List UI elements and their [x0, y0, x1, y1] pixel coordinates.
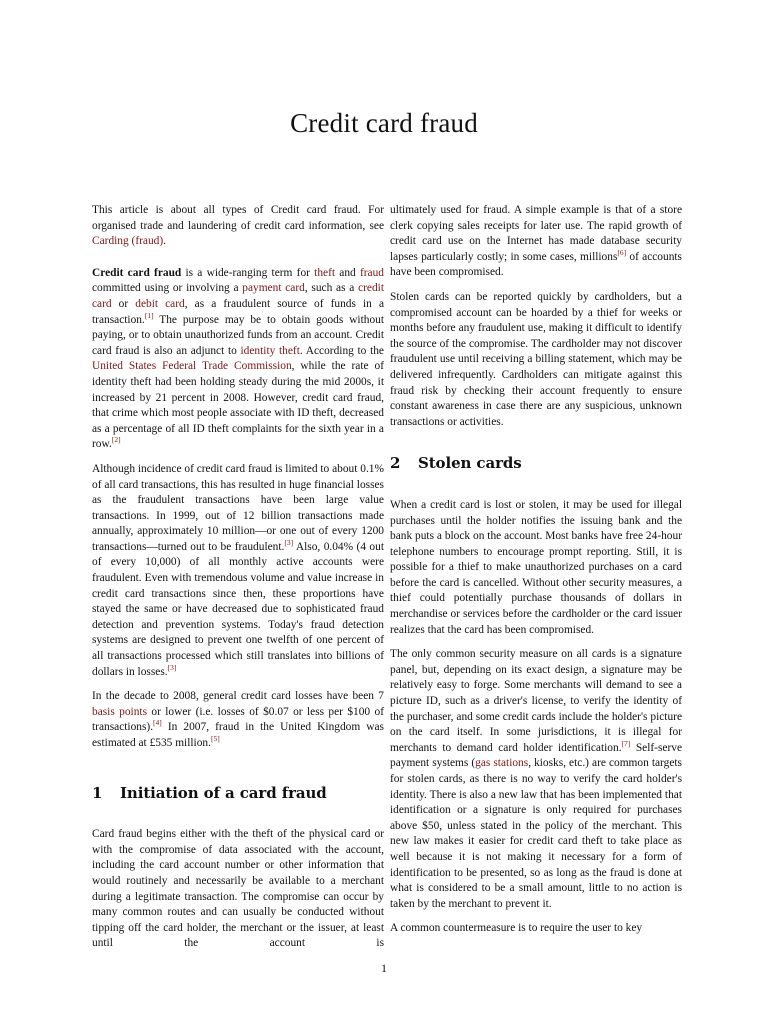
text: A common countermeasure is to require the user to key [390, 922, 643, 935]
text: Stolen cards can be reported quickly by cardholders, but a compromised account can be hoarded by a thief for weeks or months before any fraudulent use, making it difficult to identify the source of the compromise. The cardholder may not discover fraudulent use until receiving a billing statement, which may be delivered infrequently. Cardholders can mitigate against this fraud risk by checking their account frequently to ensure constant awareness in case there are any suspicious, unknown transactions or activities. [390, 290, 682, 428]
ref-3[interactable]: [3] [284, 538, 294, 548]
text: . According to the [299, 344, 384, 357]
link-payment-card[interactable]: payment card [242, 282, 305, 295]
text: or [111, 297, 136, 310]
hatnote-end: . [163, 235, 167, 248]
left-column [92, 203, 384, 952]
hatnote [92, 203, 384, 250]
link-identity-theft[interactable]: identity theft [240, 344, 300, 357]
link-basis-points[interactable]: basis points [92, 705, 148, 718]
link-fraud[interactable]: fraud [359, 266, 384, 279]
text: In the decade to 2008, general credit card losses have been 7 [92, 690, 384, 703]
section-2-paragraph-2 [390, 647, 682, 912]
text: is a wide-ranging term for [181, 266, 315, 279]
section-2-paragraph-1 [390, 498, 682, 638]
link-carding[interactable]: Carding (fraud) [92, 235, 164, 248]
text: , while the rate of identity theft had been holding steady during the mid 2000s, it increased by 21 percent in 2008. However, credit card fraud, that crime which most people associate with ID theft, decreased as a percentage of all ID theft complaints for the sixth year in a row. [92, 360, 384, 451]
section-number: 2 [390, 454, 401, 473]
ref-4[interactable]: [4] [153, 718, 162, 728]
ref-2[interactable]: [2] [111, 435, 121, 445]
text: of accounts have been compromised. [390, 250, 682, 279]
hatnote-text: This article is about all types of Credit card fraud. For organised trade and laundering of credit card information, see [92, 204, 384, 232]
ref-5[interactable]: [5] [210, 734, 220, 744]
text: , such as a [304, 282, 359, 295]
text: , as a fraudulent source of funds in a transaction. [92, 297, 385, 326]
section-title: Stolen cards [418, 454, 522, 473]
ref-7[interactable]: [7] [621, 739, 631, 749]
text: or lower (i.e. losses of $0.07 or less per $100 of transactions). [92, 705, 384, 734]
intro-paragraph-3 [92, 689, 384, 751]
ref-3b[interactable]: [3] [167, 662, 177, 672]
section-number: 1 [92, 783, 103, 802]
link-gas-stations[interactable]: gas stations [475, 757, 529, 770]
section-title: Initiation of a card fraud [120, 783, 327, 802]
text: , kiosks, etc.) are common targets for stolen cards, as there is no way to verify the card holder's identity. There is also a new law that has been implemented that identification or a signature is only required for purchases above $50, unless stated in the policy of the merchant. This new law makes it easier for credit card theft to take place as well because it is not making it necessary for a form of identification to be presented, so as long as the fraud is done at what is considered to be a small amount, little to no action is taken by the merchant to prevent it. [390, 757, 682, 910]
text: The purpose may be to obtain goods without paying, or to obtain unauthorized funds from an account. Credit card fraud is also an adjunct to [92, 313, 384, 357]
ref-6[interactable]: [6] [617, 247, 627, 257]
page-number: 1 [381, 961, 387, 975]
link-credit-card[interactable]: credit card [92, 282, 384, 310]
text: Although incidence of credit card fraud is limited to about 0.1% of all card transactions, this has resulted in huge financial losses as the fraudulent transactions have been large value transactions. In 1999, out of 12 billion transactions made annually, approximately 10 million—or one out of every 1200 transactions—turned out to be fraudulent. [92, 462, 384, 553]
section-1-paragraph-2 [390, 290, 682, 430]
link-ftc[interactable]: United States Federal Trade Commission [92, 360, 292, 373]
lead-term: Credit card fraud [92, 266, 182, 279]
ref-1[interactable]: [1] [144, 310, 154, 320]
section-2-paragraph-3 [390, 921, 682, 937]
link-theft[interactable]: theft [314, 266, 336, 279]
intro-paragraph-2 [92, 462, 384, 680]
section-1-heading [92, 783, 384, 802]
section-1-paragraph-1-continued [390, 203, 682, 281]
text: Self-serve payment systems ( [390, 741, 682, 770]
text: ultimately used for fraud. A simple example is that of a store clerk copying sales receipts for later use. The rapid growth of credit card use on the Internet has made database security lapses particularly costly; in some cases, millions [390, 204, 682, 263]
link-debit-card[interactable]: debit card [135, 297, 185, 310]
text: Also, 0.04% (4 out of every 10,000) of all monthly active accounts were fraudulent. Even with tremendous volume and value increase in credit card transactions since then, these proportions have stayed the same or have decreased due to sophisticated fraud detection and prevention systems. Today's fraud detection systems are designed to prevent one twelfth of one percent of all transactions processed which still translates into billions of dollars in losses. [92, 540, 384, 678]
text: Card fraud begins either with the theft of the physical card or with the compromise of data associated with the account, including the card account number or other information that would routinely and necessarily be available to a merchant during a legitimate transaction. The compromise can occur by many common routes and can usually be conducted without tipping off the card holder, the merchant or the issuer, at least until the account is [92, 828, 384, 950]
section-1-paragraph-1 [92, 827, 384, 952]
text: When a credit card is lost or stolen, it may be used for illegal purchases until the holder notifies the issuing bank and the bank puts a block on the account. Most banks have free 24-hour telephone numbers to encourage prompt reporting. Still, it is possible for a thief to make unauthorized purchases on a card before the card is cancelled. Without other security measures, a thief could potentially purchase thousands of dollars in merchandise or services before the cardholder or the card issuer realizes that the card has been compromised. [390, 498, 682, 636]
text: In 2007, fraud in the United Kingdom was estimated at £535 million. [92, 721, 384, 749]
page-title: Credit card fraud [290, 108, 478, 138]
intro-paragraph-1 [92, 266, 384, 453]
section-2-heading [390, 456, 682, 472]
text: committed using or involving a [92, 282, 243, 295]
text: The only common security measure on all cards is a signature panel, but, depending on its exact design, a signature may be relatively easy to forge. Some merchants will demand to see a picture ID, such as a driver's license, to verify the identity of the purchaser, and some credit cards include the holder's picture on the card itself. In some jurisdictions, it is illegal for merchants to demand card holder identification. [390, 648, 682, 754]
text: and [335, 266, 360, 279]
right-column [390, 203, 682, 946]
